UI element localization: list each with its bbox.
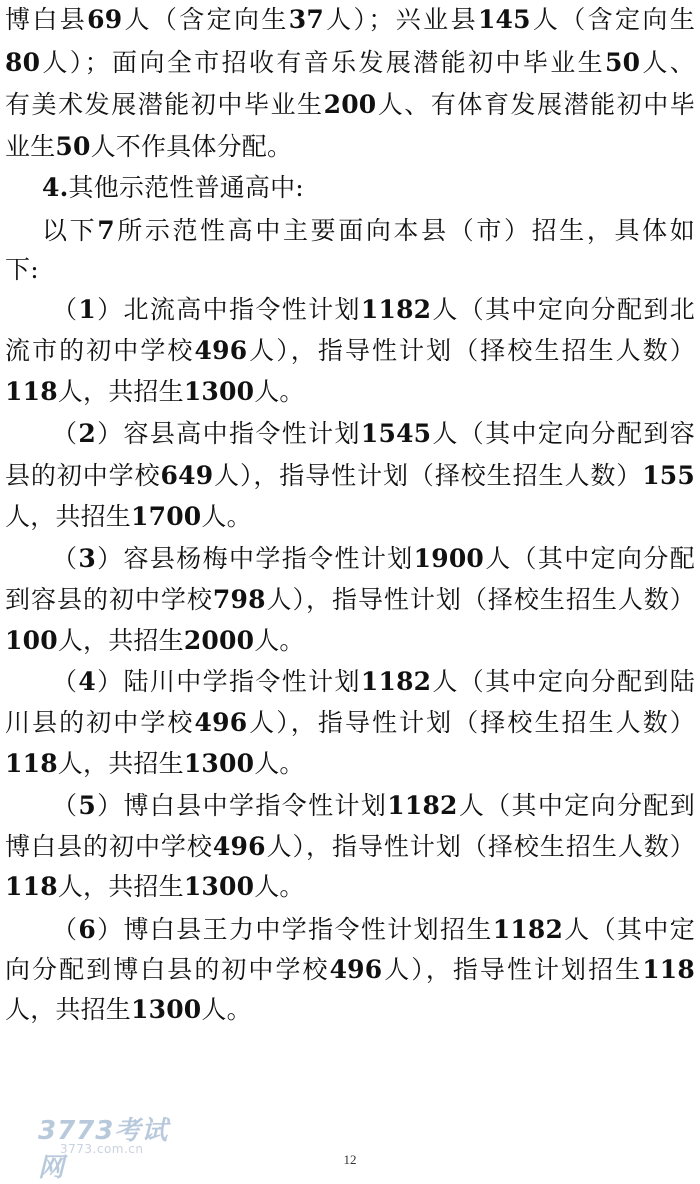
text-run: ）容县杨梅中学指令性计划 [95, 544, 414, 573]
text-line [5, 580, 695, 620]
text-run: 业生 [5, 132, 56, 161]
text-run: 博白县 [5, 5, 88, 34]
text-line [5, 85, 695, 125]
text-run: 人，共招生 [57, 749, 184, 778]
text-run: 川县的初中学校 [5, 708, 195, 737]
bold-number: 6 [78, 915, 96, 944]
text-line [5, 127, 695, 167]
text-line [5, 456, 695, 496]
text-run: 人。 [254, 626, 305, 655]
bold-number: 145 [477, 5, 531, 34]
bold-number: 4. [42, 173, 69, 202]
text-run: 人、 [640, 48, 695, 77]
text-line [5, 0, 695, 40]
text-line [52, 290, 695, 330]
text-run: 人（其中定向分配到容 [431, 419, 695, 448]
text-run: ）博白县王力中学指令性计划招生 [95, 915, 493, 944]
text-line [5, 950, 695, 990]
text-run: 人（其中定向分配到 [457, 791, 695, 820]
bold-number: 118 [5, 377, 58, 406]
text-run: 人），指导性计划（择校生招生人数） [265, 832, 695, 861]
watermark-logo-text: 3773考试网 [38, 1116, 169, 1183]
text-run: （ [52, 915, 79, 944]
bold-number: 1300 [131, 995, 202, 1024]
text-run: 人），指导性计划招生 [382, 955, 643, 984]
bold-number: 1182 [492, 915, 564, 944]
bold-number: 496 [212, 832, 266, 861]
bold-number: 118 [642, 955, 695, 984]
text-run: 人不作具体分配。 [90, 132, 293, 161]
text-line [42, 211, 695, 251]
bold-number: 69 [87, 5, 123, 34]
text-run: 人（含定向生 [122, 5, 289, 34]
text-run: ）容县高中指令性计划 [95, 419, 361, 448]
text-line [52, 539, 695, 579]
text-run: 到容县的初中学校 [5, 585, 213, 614]
text-line [5, 744, 695, 784]
text-run: ）陆川中学指令性计划 [95, 667, 361, 696]
bold-number: 1900 [413, 544, 485, 573]
text-line [52, 414, 695, 454]
bold-number: 3 [78, 544, 96, 573]
bold-number: 1182 [387, 791, 458, 820]
bold-number: 37 [288, 5, 324, 34]
text-run: ）北流高中指令性计划 [95, 295, 361, 324]
bold-number: 2 [78, 419, 96, 448]
text-run: 人），指导性计划（择校生招生人数） [265, 585, 695, 614]
bold-number: 798 [212, 585, 266, 614]
bold-number: 496 [329, 955, 383, 984]
text-run: 以下 [42, 216, 98, 245]
text-run: 其他示范性普通高中: [68, 173, 304, 202]
text-line [5, 621, 695, 661]
bold-number: 155 [642, 461, 695, 490]
text-run: 人，共招生 [57, 377, 184, 406]
bold-number: 80 [5, 48, 41, 77]
text-run: 向分配到博白县的初中学校 [5, 955, 330, 984]
text-run: （ [52, 419, 79, 448]
text-run: 流市的初中学校 [5, 336, 195, 365]
text-run: 人，共招生 [5, 502, 132, 531]
bold-number: 118 [5, 749, 58, 778]
bold-number: 1300 [183, 377, 255, 406]
text-run: （ [52, 544, 79, 573]
bold-number: 1700 [131, 502, 202, 531]
bold-number: 2000 [183, 626, 255, 655]
text-run: （ [52, 295, 79, 324]
bold-number: 496 [194, 708, 248, 737]
text-run: 人）；面向全市招收有音乐发展潜能初中毕业生 [40, 48, 606, 77]
text-run: 所示范性高中主要面向本县（市）招生，具体如 [114, 216, 695, 245]
bold-number: 1300 [183, 749, 255, 778]
bold-number: 1545 [360, 419, 432, 448]
text-run: 下: [5, 255, 39, 284]
text-run: 人），指导性计划（择校生招生人数） [247, 336, 695, 365]
text-run: 人（含定向生 [530, 5, 695, 34]
text-run: 人（其中定 [563, 915, 695, 944]
text-run: 博白县的初中学校 [5, 832, 213, 861]
text-run: 人（其中定向分配 [484, 544, 695, 573]
watermark-url: 3773.com.cn [60, 1142, 144, 1156]
bold-number: 50 [605, 48, 641, 77]
text-line [5, 331, 695, 371]
text-run: 人），指导性计划（择校生招生人数） [213, 461, 643, 490]
bold-number: 200 [323, 90, 377, 119]
page-number: 12 [343, 1152, 357, 1167]
text-run: 人。 [201, 995, 252, 1024]
text-run: 县的初中学校 [5, 461, 161, 490]
text-run: 人，共招生 [5, 995, 132, 1024]
bold-number: 1 [78, 295, 96, 324]
text-run: 人）；兴业县 [324, 5, 478, 34]
text-run: 人。 [254, 377, 305, 406]
text-run: 人、有体育发展潜能初中毕 [376, 90, 695, 119]
bold-number: 496 [194, 336, 248, 365]
text-line [5, 827, 695, 867]
bold-number: 1182 [360, 295, 432, 324]
bold-number: 1182 [360, 667, 432, 696]
text-run: 人），指导性计划（择校生招生人数） [247, 708, 695, 737]
bold-number: 649 [160, 461, 214, 490]
text-run: ）博白县中学指令性计划 [95, 791, 388, 820]
text-run: （ [52, 791, 79, 820]
text-run: （ [52, 667, 79, 696]
text-run: 人。 [254, 749, 305, 778]
text-run: 人（其中定向分配到陆 [431, 667, 695, 696]
bold-number: 100 [5, 626, 58, 655]
bold-number: 50 [55, 132, 91, 161]
text-line [52, 910, 695, 950]
bold-number: 4 [78, 667, 96, 696]
text-line [52, 662, 695, 702]
text-run: 人（其中定向分配到北 [431, 295, 695, 324]
bold-number: 7 [97, 216, 115, 245]
text-run: 人。 [201, 502, 252, 531]
text-run: 人，共招生 [57, 872, 184, 901]
text-line [5, 43, 695, 83]
text-run: 人，共招生 [57, 626, 184, 655]
text-line [5, 867, 695, 907]
text-run: 人。 [254, 872, 305, 901]
text-line [5, 250, 695, 290]
text-line [52, 786, 695, 826]
text-run: 有美术发展潜能初中毕业生 [5, 90, 324, 119]
bold-number: 5 [78, 791, 96, 820]
text-line [42, 168, 695, 208]
bold-number: 118 [5, 872, 58, 901]
bold-number: 1300 [183, 872, 255, 901]
text-line [5, 703, 695, 743]
text-line [5, 372, 695, 412]
text-line [5, 990, 695, 1030]
text-line [5, 497, 695, 537]
